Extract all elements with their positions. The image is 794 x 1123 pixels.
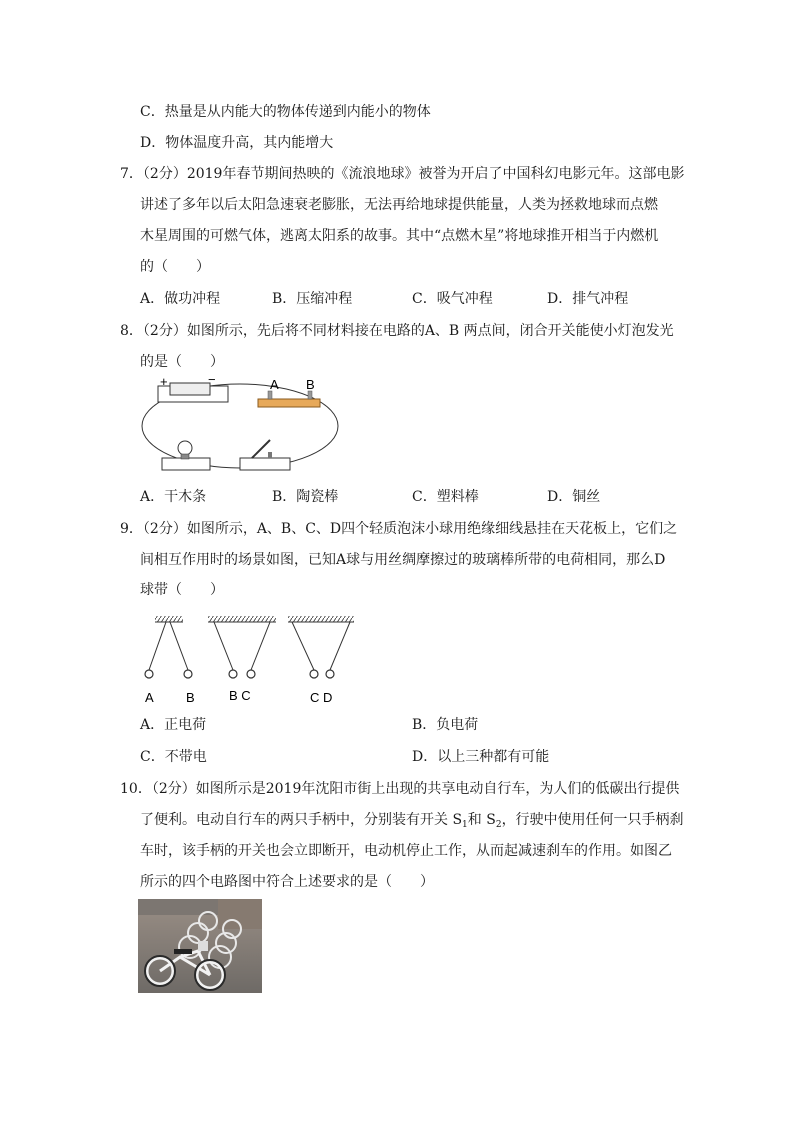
q7-stem-line-2: 讲述了多年以后太阳急速衰老膨胀，无法再给地球提供能量，人类为拯救地球而点燃 — [140, 197, 658, 213]
q9-option-c: C．不带电 — [140, 749, 207, 765]
q10-stem-line-3: 车时，该手柄的开关也会立即断开，电动机停止工作，从而起减速刹车的作用。如图乙 — [140, 843, 672, 859]
q7-stem-line-3: 木星周围的可燃气体，逃离太阳系的故事。其中“点燃木星”将地球推开相当于内燃机 — [140, 228, 659, 244]
q10-stem-line-1: 10．（2分）如图所示是2019年沈阳市街上出现的共享电动自行车，为人们的低碳出行提供 — [120, 781, 680, 797]
q6-option-d: D．物体温度升高，其内能增大 — [140, 135, 334, 151]
q9-ball-a — [145, 670, 153, 678]
q9-stem-line-1: 9．（2分）如图所示，A、B、C、D四个轻质泡沫小球用绝缘细线悬挂在天花板上，它们之 — [120, 521, 678, 537]
q9-ball-b — [184, 670, 192, 678]
q8-terminal-a — [268, 391, 272, 399]
q8-battery-minus: − — [208, 372, 216, 387]
q9-string-c — [251, 622, 270, 670]
q8-label-a: A — [270, 377, 279, 392]
q9-label-b: B — [186, 690, 195, 705]
q8-option-b: B．陶瓷棒 — [272, 489, 339, 505]
q9-ceiling-bc — [208, 616, 276, 622]
q8-switch-base — [240, 458, 290, 470]
q9-pendulum-figure — [140, 612, 370, 707]
q9-ceiling-ab — [155, 616, 183, 622]
q9-option-b: B．负电荷 — [412, 717, 479, 733]
q7-option-b: B．压缩冲程 — [272, 291, 353, 307]
q8-option-a: A．干木条 — [140, 489, 207, 505]
q7-stem-line-1: 7．（2分）2019年春节期间热映的《流浪地球》被誉为开启了中国科幻电影元年。这部电影 — [120, 166, 685, 182]
q10-stem-line-4: 所示的四个电路图中符合上述要求的是（ ） — [140, 874, 434, 890]
q6-option-c: C．热量是从内能大的物体传递到内能小的物体 — [140, 104, 431, 120]
q8-stem-line-2: 的是（ ） — [140, 354, 224, 370]
q8-circuit-figure — [140, 372, 340, 478]
q9-ball-c2 — [310, 670, 318, 678]
q10-line2-end: ，行驶中使用任何一只手柄刹 — [501, 812, 684, 828]
q10-bicycle-photo — [138, 899, 262, 993]
q7-option-c: C．吸气冲程 — [412, 291, 493, 307]
q8-switch-lever — [252, 440, 270, 458]
q8-bulb-base — [162, 458, 210, 470]
q9-stem-line-2: 间相互作用时的场景如图，已知A球与用丝绸摩擦过的玻璃棒所带的电荷相同，那么D — [140, 552, 666, 568]
q7-option-d: D．排气冲程 — [547, 291, 629, 307]
q9-string-c2 — [292, 622, 314, 670]
q9-ball-c — [247, 670, 255, 678]
q8-stem-line-1: 8．（2分）如图所示，先后将不同材料接在电路的A、B 两点间，闭合开关能使小灯泡发光 — [120, 323, 674, 339]
q9-string-b2 — [214, 622, 233, 670]
q8-bulb — [178, 441, 192, 455]
q8-label-b: B — [306, 377, 315, 392]
q8-terminal-b — [308, 391, 312, 399]
q9-label-a: A — [145, 690, 154, 705]
q9-ball-d — [326, 670, 334, 678]
q10-s2-subscript: 2 — [495, 820, 502, 830]
q10-s1-subscript: 1 — [462, 820, 468, 830]
q9-label-cd: C D — [310, 690, 333, 705]
q7-stem-line-4: 的（ ） — [140, 259, 210, 275]
q9-string-a — [149, 622, 166, 670]
q9-option-d: D．以上三种都有可能 — [412, 749, 550, 765]
q9-string-d — [330, 622, 350, 670]
q9-ceiling-cd — [288, 616, 354, 622]
q9-ball-b2 — [229, 670, 237, 678]
q10-line2-mid: 和 S — [467, 812, 496, 828]
q7-option-a: A．做功冲程 — [140, 291, 221, 307]
q8-option-c: C．塑料棒 — [412, 489, 479, 505]
q9-option-a: A．正电荷 — [140, 717, 207, 733]
q8-battery-plus: + — [160, 374, 168, 389]
q8-battery — [170, 383, 210, 395]
q10-line2-start: 了便利。电动自行车的两只手柄中，分别装有开关 S — [140, 812, 463, 828]
q8-option-d: D．铜丝 — [547, 489, 601, 505]
q8-terminal-board — [258, 399, 320, 407]
q9-string-b — [170, 622, 188, 670]
q9-label-bc: B C — [229, 688, 251, 703]
q10-stem-line-2 — [140, 811, 684, 834]
q9-stem-line-3: 球带（ ） — [140, 582, 224, 598]
